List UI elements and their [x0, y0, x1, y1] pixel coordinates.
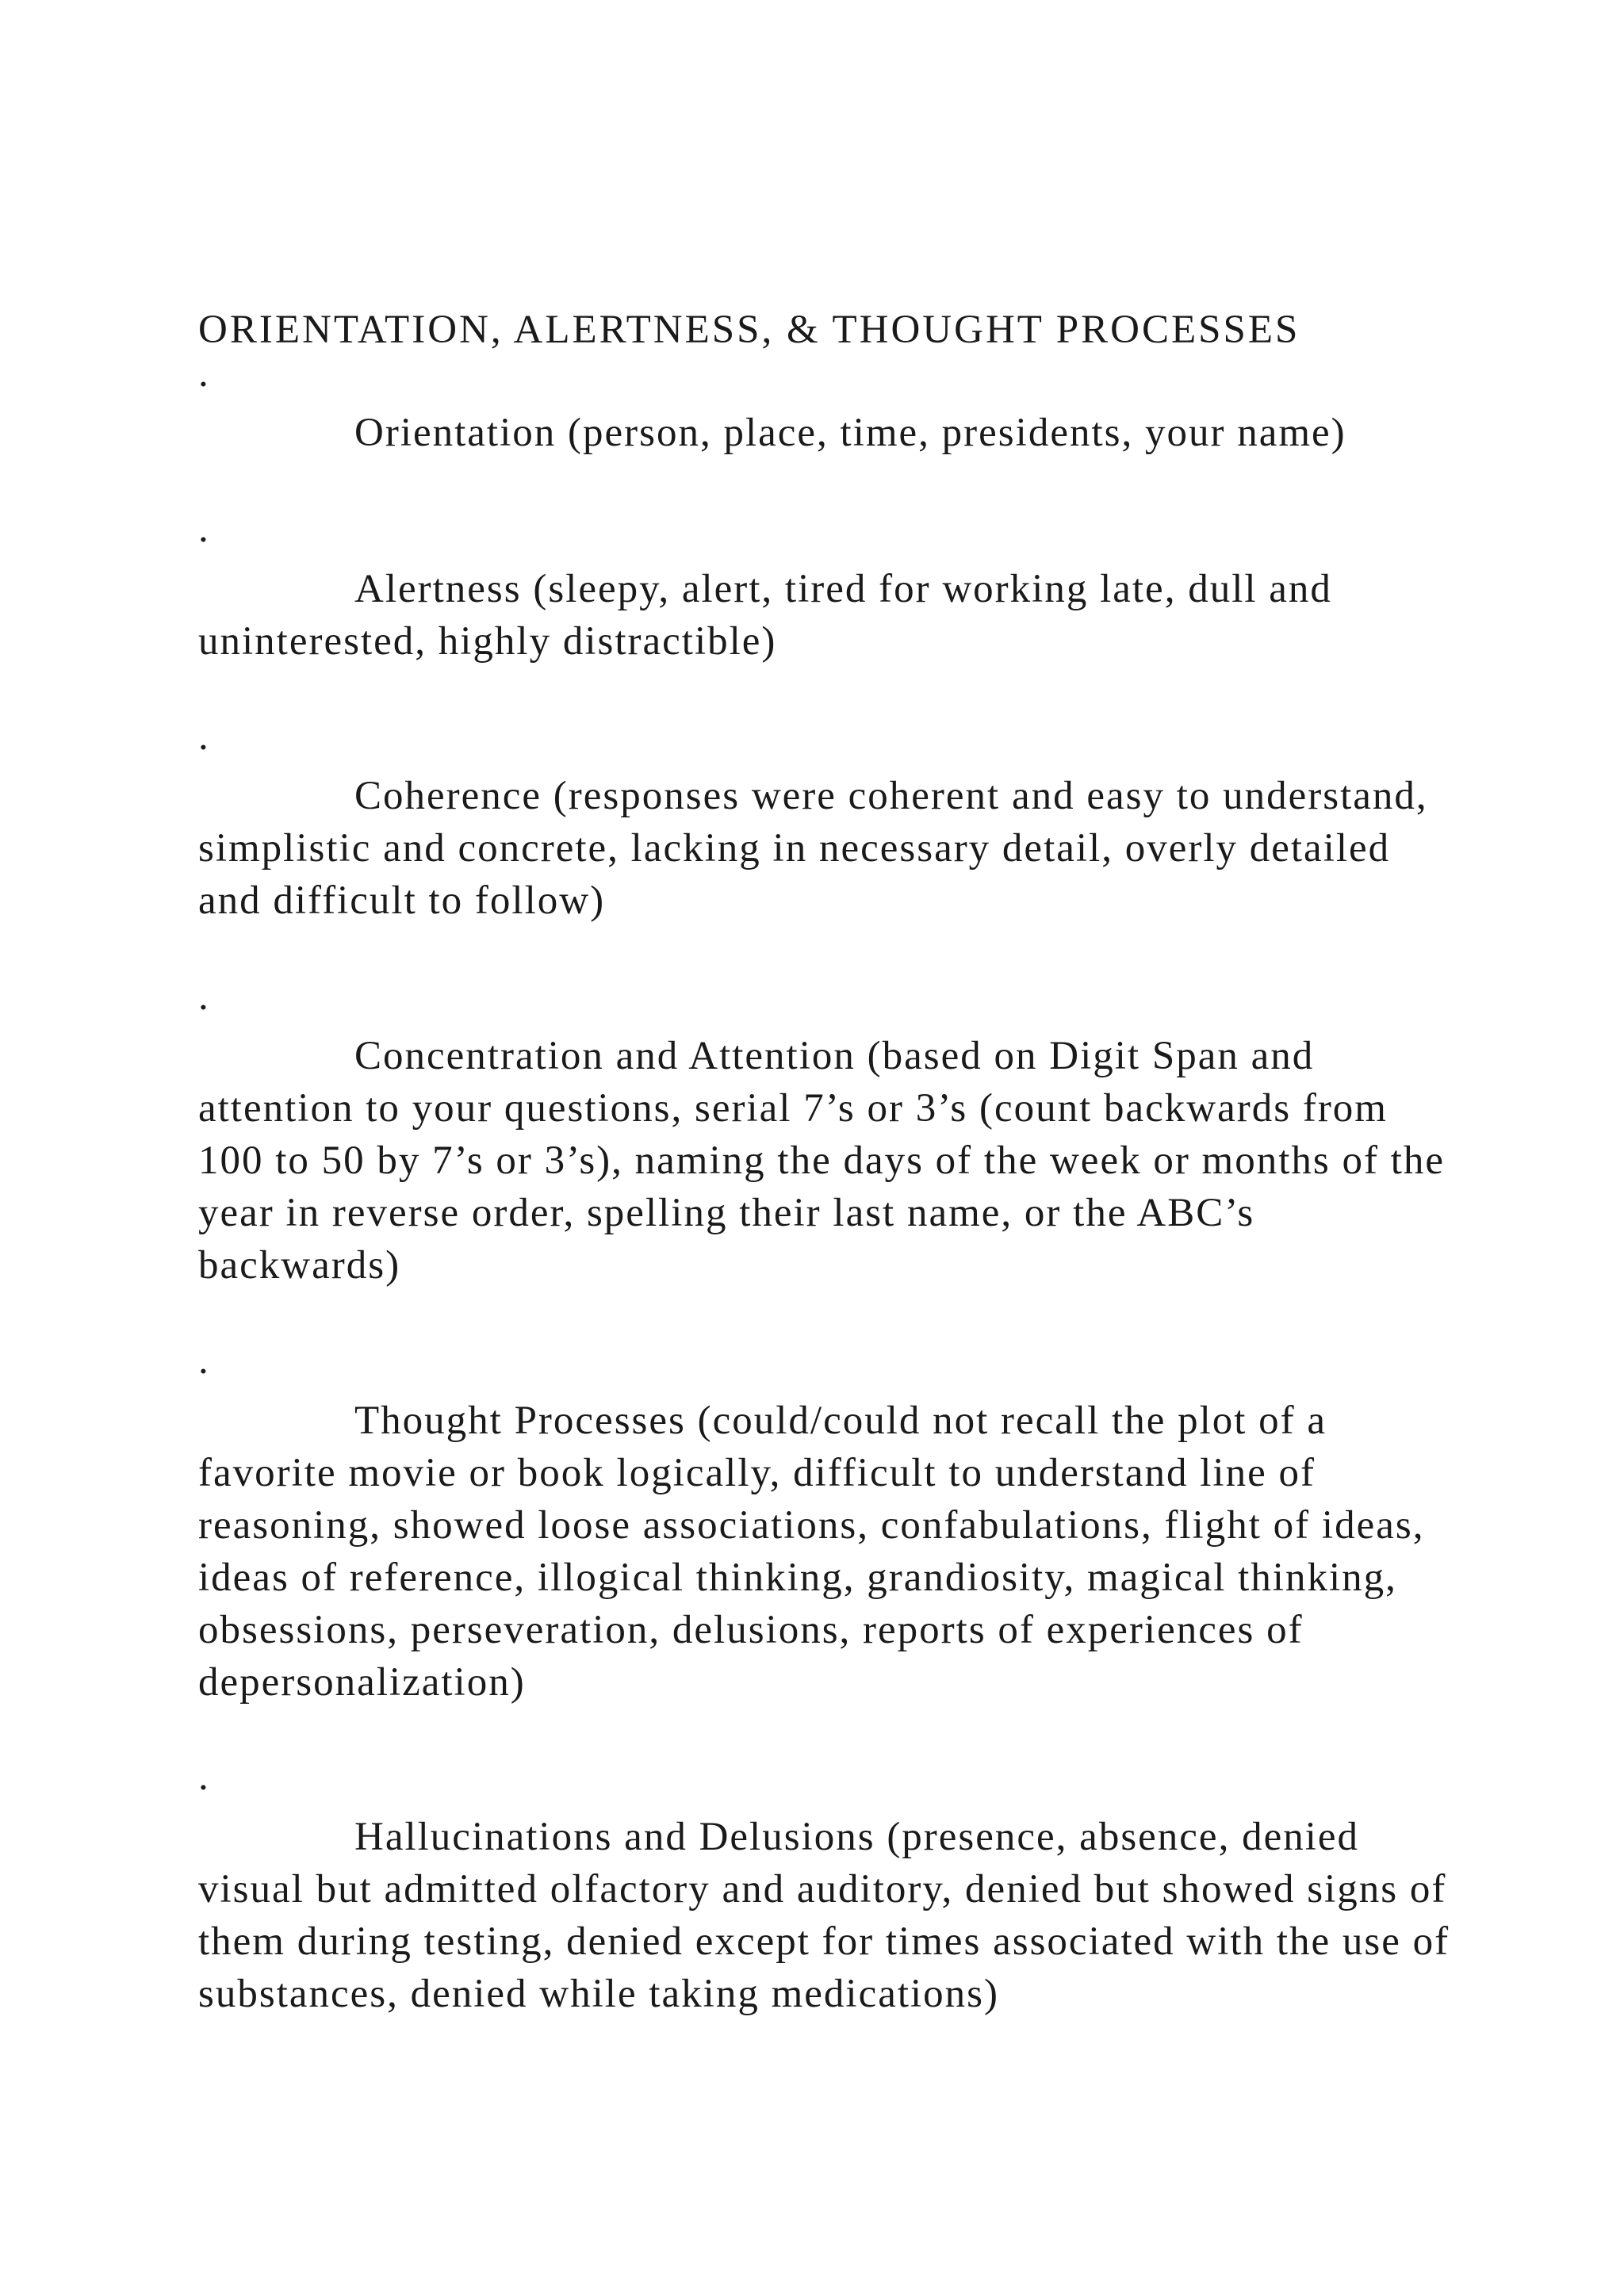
item-hallucinations-delusions: Hallucinations and Delusions (presence, absence, denied visual but admitted olfactory and auditory, denied but showed signs of them during testing, denied except for times associated with the use of substances, denied while taking medications)	[198, 1815, 1450, 2016]
bullet-marker: .	[198, 351, 209, 396]
item-alertness: Alertness (sleepy, alert, tired for working late, dull and uninterested, highly distractible)	[198, 567, 1332, 664]
section-heading: ORIENTATION, ALERTNESS, & THOUGHT PROCESSES	[198, 308, 1300, 352]
bullet-marker: .	[198, 1338, 209, 1383]
item-thought-processes: Thought Processes (could/could not recall the plot of a favorite movie or book logically, difficult to understand line of reasoning, showed loose associations, confabulations, flight of ideas, ideas of reference, illogical thinking, grandiosity, magical thinking, obsessions, perseveration, delusions, reports of experiences of depersonalization)	[198, 1399, 1425, 1705]
bullet-marker: .	[198, 714, 209, 759]
item-concentration-attention: Concentration and Attention (based on Digit Span and attention to your questions, serial 7’s or 3’s (count backwards from 100 to 50 by 7’s or 3’s), naming the days of the week or months of the year in reverse order, spelling their last name, or the ABC’s backwards)	[198, 1034, 1446, 1288]
bullet-marker: .	[198, 974, 209, 1019]
item-orientation: Orientation (person, place, time, presidents, your name)	[354, 411, 1346, 455]
bullet-marker: .	[198, 1755, 209, 1799]
bullet-marker: .	[198, 507, 209, 551]
item-coherence: Coherence (responses were coherent and easy to understand, simplistic and concrete, lacking in necessary detail, overly detailed and difficult to follow)	[198, 774, 1428, 923]
